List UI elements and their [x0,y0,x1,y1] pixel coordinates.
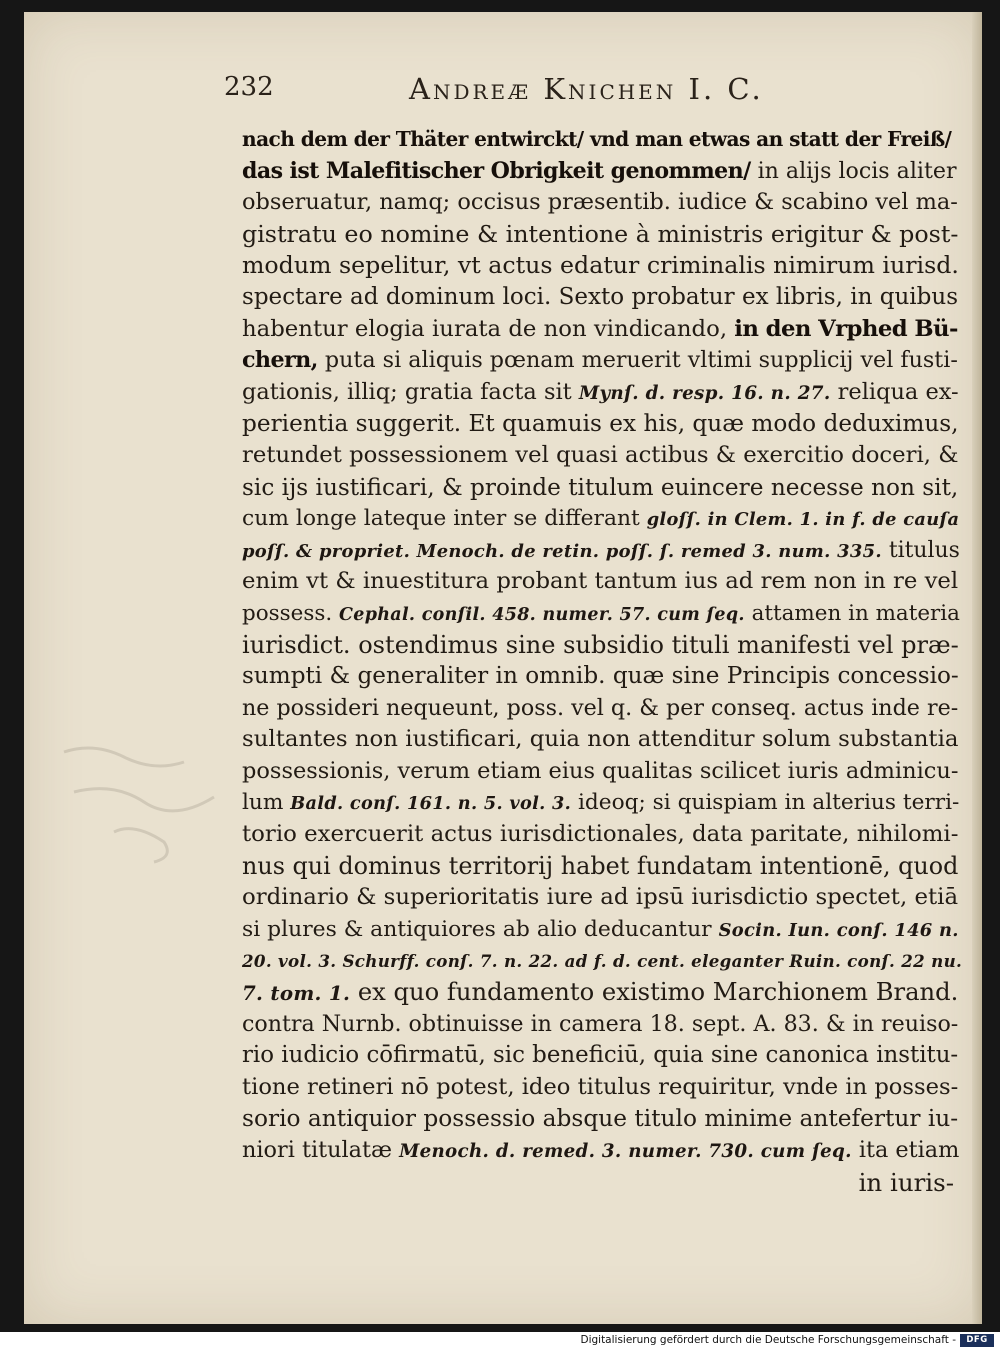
text-segment: titulus [881,537,960,563]
text-line [242,977,966,1009]
text-segment: sic ijs iustificari, & proinde titulum euincere necesse non sit, [242,473,959,501]
text-line [242,566,966,598]
text-line [242,1072,966,1104]
text-segment: modum sepelitur, vt actus edatur criminalis nimirum iurisd. [242,251,959,280]
text-line [242,156,966,188]
text-segment: torio exercuerit actus iurisdictionales, data paritate, nihilomi- [242,821,959,848]
running-head [224,72,944,116]
text-segment: in alijs locis aliter [750,157,957,184]
text-segment: contra Nurnb. obtinuisse in camera 18. sept. A. 83. & in reuiso- [242,1010,959,1037]
text-segment: gistratu eo nomine & intentione à ministris erigitur & post- [242,219,959,248]
text-segment: niori titulatæ [242,1137,400,1163]
text-line [242,503,966,535]
text-line [242,535,966,567]
text-segment: possessionis, verum etiam eius qualitas scilicet iuris adminicu- [242,757,959,784]
text-line [242,724,966,756]
text-line [242,440,966,472]
text-line [242,377,966,409]
text-line [242,914,966,946]
text-line [242,819,966,851]
text-segment: enim vt & inuestitura probant tantum ius ad rem non in re vel [242,568,959,595]
text-line [242,787,966,819]
catchword: in iuris- [858,1167,954,1197]
text-line [242,693,966,725]
book-page [24,12,982,1324]
text-segment: cum longe lateque inter se differant [242,506,647,532]
text-segment: rio iudicio cōfirmatū, sic beneficiū, quia sine canonica institu- [242,1042,959,1069]
show-through-marks [54,732,234,872]
citation: Socin. Iun. conſ. 146 n. [718,919,959,941]
text-segment: ordinario & superioritatis iure ad ipsū iurisdictio spectet, etiā [242,884,959,911]
citation: Bald. conſ. 161. n. 5. vol. 3. [290,793,572,815]
text-segment: iurisdict. ostendimus sine subsidio tituli manifesti vel præ- [242,630,959,659]
citation: Cephal. conſil. 458. numer. 57. cum ſeq. [339,604,745,625]
page-edge [972,12,982,1324]
text-segment: perientia suggerit. Et quamuis ex his, quæ modo deduximus, [242,410,959,438]
text-segment: ita etiam [851,1137,960,1163]
text-line [242,1135,966,1167]
text-line [242,250,966,282]
text-line [242,314,966,346]
body-text [242,124,966,1198]
text-line [242,882,966,914]
text-segment: ne possideri nequeunt, poss. vel q. & per conseq. actus inde re- [242,694,959,721]
text-segment: sultantes non iustificari, quia non attenditur solum substantia [242,726,959,753]
citation: gloſſ. in Clem. 1. in f. de cauſa [646,509,960,531]
text-line [242,345,966,377]
text-segment: sorio antiquior possessio absque titulo minime antefertur iu- [242,1105,959,1133]
text-line [242,187,966,219]
footer-bar [0,1332,1000,1349]
dfg-logo-icon: DFG [960,1334,994,1347]
text-segment: tione retineri nō potest, ideo titulus requiritur, vnde in posses- [242,1073,959,1100]
text-line [242,756,966,788]
text-line [242,1009,966,1041]
text-segment: spectare ad dominum loci. Sexto probatur ex libris, in quibus [242,283,959,310]
text-segment: reliqua ex- [830,378,959,405]
german-blackletter-phrase: nach dem der Thäter entwirckt/ vnd man etwas an statt der Freiß/ [242,127,952,151]
running-title: Andreæ Knichen I. C. [409,72,764,106]
citation: poſſ. & propriet. Menoch. de retin. poſſ. ſ. remed 3. num. 335. [242,540,882,562]
text-segment: habentur elogia iurata de non vindicando, [242,315,735,342]
page-number: 232 [224,72,274,102]
text-line [242,598,966,630]
citation: Menoch. d. remed. 3. numer. 730. cum ſeq. [399,1141,852,1162]
text-line [242,124,966,156]
text-line [242,472,966,504]
text-segment: obseruatur, namq; occisus præsentib. iudice & scabino vel ma- [242,189,958,216]
text-segment: retundet possessionem vel quasi actibus & exercitio doceri, & [242,441,959,468]
text-segment: lum [242,790,291,816]
text-line [242,282,966,314]
text-line [242,630,966,662]
citation: 20. vol. 3. Schurff. conſ. 7. n. 22. ad f. d. cent. eleganter Ruin. conſ. 22 nu. [242,951,963,972]
citation: 7. tom. 1. [242,981,351,1006]
german-blackletter-phrase: chern, [242,347,318,374]
german-blackletter-phrase: das ist Malefitischer Obrigkeit genommen/ [242,157,751,184]
text-line [242,408,966,440]
text-line [242,661,966,693]
text-segment: attamen in materia [744,600,960,626]
text-segment: nus qui dominus territorij habet fundatam intentionē, quod [242,851,959,880]
text-segment: sumpti & generaliter in omnib. quæ sine Principis concessio- [242,663,959,690]
text-segment: ex quo fundamento existimo Marchionem Brand. [350,978,959,1007]
text-segment: puta si aliquis pœnam meruerit vltimi supplicij vel fusti- [317,347,958,374]
text-line [242,851,966,883]
text-line [242,1040,966,1072]
text-segment: gationis, illiq; gratia facta sit [242,378,579,405]
german-blackletter-phrase: in den Vrphed Bü- [734,315,958,342]
text-segment: possess. [242,600,340,626]
text-line [242,1103,966,1135]
text-line [242,945,966,977]
citation: Mynſ. d. resp. 16. n. 27. [578,382,831,404]
text-segment: ideoq; si quispiam in alterius terri- [571,790,960,816]
funding-notice: Digitalisierung gefördert durch die Deutsche Forschungsgemeinschaft - [580,1334,956,1346]
text-segment: si plures & antiquiores ab alio deducantur [242,916,719,942]
text-line [242,219,966,251]
